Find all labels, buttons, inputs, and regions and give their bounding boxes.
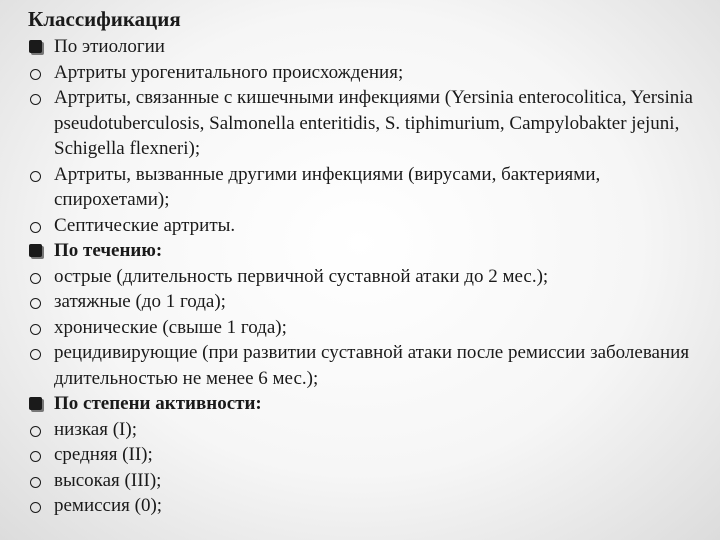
list-item: [0, 60, 720, 86]
list-item-text: По степени активности:: [54, 393, 262, 414]
list-item: [0, 264, 720, 290]
list-item-text: высокая (III);: [54, 469, 162, 491]
circle-bullet-icon: [28, 60, 46, 86]
circle-bullet-icon: [28, 493, 46, 519]
list-item: [0, 417, 720, 443]
circle-bullet-icon: [28, 289, 46, 315]
circle-bullet-icon: [28, 315, 46, 341]
circle-bullet-icon: [28, 213, 46, 239]
list-item: [0, 85, 720, 162]
square-bullet-icon: [28, 34, 46, 60]
circle-bullet-icon: [28, 468, 46, 494]
list-item: [0, 289, 720, 315]
list-item: [0, 213, 720, 239]
square-bullet-icon: [28, 391, 46, 417]
list-item: [0, 493, 720, 519]
list-item: [0, 315, 720, 341]
list-item-text: средняя (II);: [54, 444, 153, 465]
list-item-text: затяжные (до 1 года);: [54, 291, 226, 312]
list-item-text: хронические (свыше 1 года);: [54, 316, 287, 338]
circle-bullet-icon: [28, 340, 46, 366]
list-item: [0, 238, 720, 264]
list-item-text: Септические артриты.: [54, 214, 236, 236]
list-item-text: рецидивирующие (при развитии суставной атаки после ремиссии заболевания длительностью не менее 6 мес.);: [54, 342, 690, 389]
list-item-text: Артриты, связанные с кишечными инфекциями (Yersinia enterocolitica, Yersinia pseudotuberculosis, Salmonella enteritidis, S. tiphimurium, Campylobakter jejuni, Schigella flexneri);: [54, 87, 693, 159]
list-item-text: Артриты, вызванные другими инфекциями (вирусами, бактериями, спирохетами);: [54, 163, 601, 210]
list-item-text: По течению:: [54, 240, 163, 261]
list-item: [0, 442, 720, 468]
list-item-text: Артриты урогенитального происхождения;: [54, 61, 404, 83]
list-item: [0, 391, 720, 417]
list-item: [0, 162, 720, 213]
list-item-text: низкая (I);: [54, 418, 137, 440]
circle-bullet-icon: [28, 264, 46, 290]
circle-bullet-icon: [28, 417, 46, 443]
list-item: [0, 340, 720, 391]
list-item: [0, 34, 720, 60]
circle-bullet-icon: [28, 442, 46, 468]
list-item: [0, 468, 720, 494]
slide-title: Классификация: [28, 7, 181, 31]
list-item-text: ремиссия (0);: [54, 495, 163, 516]
circle-bullet-icon: [28, 162, 46, 188]
classification-list: [0, 34, 720, 519]
list-item-text: По этиологии: [54, 36, 165, 57]
circle-bullet-icon: [28, 85, 46, 111]
square-bullet-icon: [28, 238, 46, 264]
list-item-text: острые (длительность первичной суставной атаки до 2 мес.);: [54, 265, 549, 287]
